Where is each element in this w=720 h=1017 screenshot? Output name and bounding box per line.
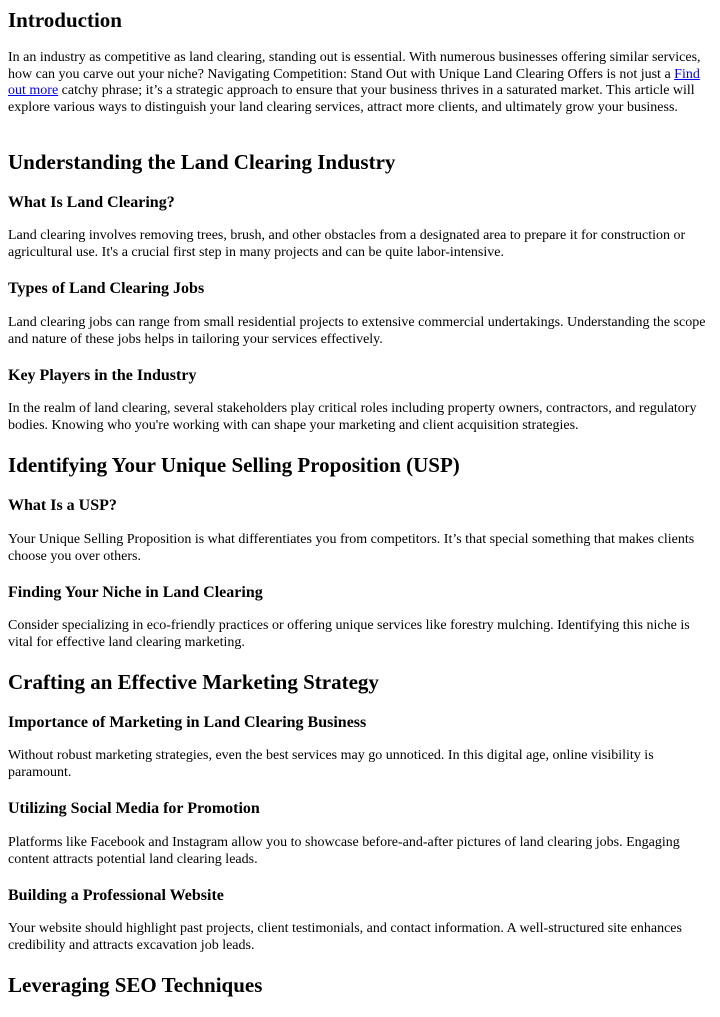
social-media-text: Platforms like Facebook and Instagram allow you to showcase before-and-after pictures of land clearing jobs. Engaging content attracts potential land clearing leads. <box>8 835 680 867</box>
industry-heading: Understanding the Land Clearing Industry <box>8 150 396 174</box>
what-is-usp-heading: What Is a USP? <box>8 497 117 514</box>
types-text: Land clearing jobs can range from small residential projects to extensive commercial undertakings. Understanding the scope and nature of these jobs helps in tailoring your services effectively. <box>8 315 706 347</box>
intro-heading: Introduction <box>8 8 122 32</box>
what-is-usp-text: Your Unique Selling Proposition is what differentiates you from competitors. It’s that special something that makes clients choose you over others. <box>8 532 695 564</box>
marketing-heading: Crafting an Effective Marketing Strategy <box>8 670 379 694</box>
intro-text-after-link: catchy phrase; it’s a strategic approach to ensure that your business thrives in a saturated market. This article will explore various ways to distinguish your land clearing services, attract more clients, and ultimately grow your business. <box>8 83 695 115</box>
find-out-more-link[interactable]: Find out more <box>8 66 700 98</box>
types-heading: Types of Land Clearing Jobs <box>8 280 205 297</box>
what-is-land-clearing-heading: What Is Land Clearing? <box>8 194 175 211</box>
importance-heading: Importance of Marketing in Land Clearing Business <box>8 714 367 731</box>
social-media-heading: Utilizing Social Media for Promotion <box>8 800 260 817</box>
usp-heading: Identifying Your Unique Selling Proposition (USP) <box>8 453 460 477</box>
intro-paragraph <box>8 50 712 116</box>
what-is-land-clearing-text: Land clearing involves removing trees, brush, and other obstacles from a designated area to prepare it for construction or agricultural use. It's a crucial first step in many projects and can be quite labor-intensive. <box>8 228 686 260</box>
intro-text-before-link: In an industry as competitive as land clearing, standing out is essential. With numerous businesses offering similar services, how can you carve out your niche? Navigating Competition: Stand Out with Unique Land Clearing Offers is not just a <box>8 50 701 82</box>
niche-heading: Finding Your Niche in Land Clearing <box>8 584 263 601</box>
website-text: Your website should highlight past projects, client testimonials, and contact information. A well-structured site enhances credibility and attracts excavation job leads. <box>8 921 682 953</box>
seo-heading: Leveraging SEO Techniques <box>8 973 263 997</box>
niche-text: Consider specializing in eco-friendly practices or offering unique services like forestry mulching. Identifying this niche is vital for effective land clearing marketing. <box>8 618 690 650</box>
importance-text: Without robust marketing strategies, even the best services may go unnoticed. In this digital age, online visibility is paramount. <box>8 748 654 780</box>
key-players-text: In the realm of land clearing, several stakeholders play critical roles including property owners, contractors, and regulatory bodies. Knowing who you're working with can shape your marketing and client acquisition strategies. <box>8 401 697 433</box>
key-players-heading: Key Players in the Industry <box>8 367 197 384</box>
website-heading: Building a Professional Website <box>8 887 224 904</box>
